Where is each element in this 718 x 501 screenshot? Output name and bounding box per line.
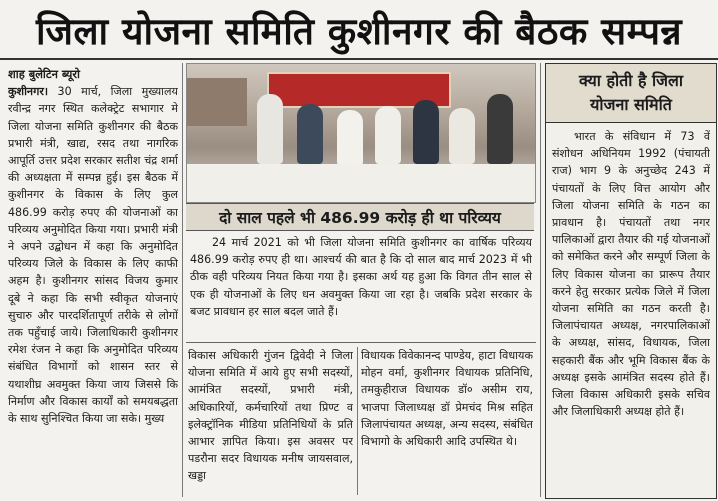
meeting-photo	[186, 63, 536, 203]
sidebar-title-line1: क्या होती है जिला	[578, 71, 684, 90]
middle-column-1: विकास अधिकारी गुंजन द्विवेदी ने जिला योजना समिति में आये हुए सभी सदस्यों, आमंत्रित सदस्यों, प्रभारी मंत्री, अधिकारियों, कर्मचारियों तथा प्रिण्ट व इलेक्ट्रॉनिक मीडिया प्रतिनिधियों के प्रति आभार ज्ञापित किया। इस अवसर पर पडरौना सदर विधायक मनीष जायसवाल, खड्डा	[188, 349, 353, 483]
left-column-article	[8, 66, 178, 496]
column-divider	[182, 63, 183, 497]
column-divider	[357, 347, 358, 495]
column-divider	[540, 63, 541, 497]
sidebar-title	[546, 64, 716, 123]
subheadline: दो साल पहले भी 486.99 करोड़ ही था परिव्यय	[186, 203, 534, 231]
photo-person	[487, 94, 513, 164]
middle-paragraph: 24 मार्च 2021 को भी जिला योजना समिति कुशीनगर का वार्षिक परिव्यय 486.99 करोड़ रुपए ही था। आश्चर्य की बात है कि दो साल बाद मार्च 2023 में भी ठीक वही परिव्यय नियत किया गया है। इसका अर्थ यह हुआ कि विगत तीन साल से एक ही योजनाओं के लिए धन अवमुक्त किया जा रहा है। जबकि प्रदेश सरकार के बजट प्रावधान हर साल बदल जाते हैं।	[190, 236, 532, 318]
sidebar-box	[545, 63, 717, 499]
photo-person	[297, 104, 323, 164]
byline: शाह बुलेटिन ब्यूरो	[8, 67, 80, 81]
sidebar-body: भारत के संविधान में 73 वें संशोधन अधिनियम 1992 (पंचायती राज) भाग 9 के अनुच्छेद 243 में पंचायतों के लिए वित्त आयोग और जिला योजना समिति के गठन का प्रावधान है। पंचायतों तथा नगर पालिकाओं द्वारा तैयार की गई योजनाओं को समेकित करने और सम्पूर्ण जिला के लिए विकास योजना का प्रारूप तैयार करने हेतु सरकार प्रत्येक जिले में जिला योजना समिति का गठन करती है। जिलापंचायत अध्यक्ष, नगरपालिकाओं के अध्यक्ष, सांसद, विधायक, जिला सहकारी बैंक और भूमि विकास बैंक के अध्यक्ष इसके आमंत्रित सदस्य होते हैं। जिला विकास अधिकारी इसके सचिव और जिलाधिकारी अध्यक्ष होते हैं।	[552, 130, 710, 419]
dateline: कुशीनगर।	[8, 85, 49, 99]
photo-person	[413, 100, 439, 164]
photo-person	[257, 94, 283, 164]
photo-wall-panel	[187, 78, 247, 126]
headline: जिला योजना समिति कुशीनगर की बैठक सम्पन्न	[0, 0, 718, 60]
left-column-body: 30 मार्च, जिला मुख्यालय रवीन्द्र नगर स्थित कलेक्ट्रेट सभागार मे जिला योजना समिति कुशीनगर की बैठक प्रभारी मंत्री, खाद्य, रसद तथा नागरिक आपूर्ति उत्तर प्रदेश सरकार सतीश चंद्र शर्मा की अध्यक्षता में सम्पन्न हुई। इस बैठक में कुशीनगर के विकास के लिए कुल 486.99 करोड़ रुपए की योजनाओं का परिव्यय अनुमोदित किया गया। प्रभारी मंत्री ने अपने उद्बोधन में कहा कि अनुमोदित परिव्यय जिले के विकास के लिए काफी अहम है। कुशीनगर सांसद विजय कुमार दूबे ने कहा कि सभी स्वीकृत योजनाएं सुचारु और पारदर्शितापूर्ण तरीके से लोगों तक पहुँचाई जाये। जिलाधिकारी कुशीनगर रमेश रंजन ने कहा कि अनुमोदित परिव्यय संबंधित विभागों को शासन स्तर से यथाशीघ्र अवमुक्त किया जाय जिससे कि निर्माण और विकास कार्यों को समयबद्धता के साथ सुनिश्चित किया जा सके। मुख्य	[8, 85, 178, 426]
sidebar-title-line2: योजना समिति	[590, 95, 672, 114]
photo-person	[449, 108, 475, 164]
photo-person	[375, 106, 401, 164]
photo-table	[187, 164, 535, 202]
section-divider	[186, 342, 536, 343]
middle-column-2: विधायक विवेकानन्द पाण्डेय, हाटा विधायक मोहन वर्मा, कुशीनगर विधायक प्रतिनिधि, तमकुहीराज विधायक डॉ० असीम राय, भाजपा जिलाध्यक्ष डॉ प्रेमचंद मिश्र सहित जिलापंचायत अध्यक्ष, अन्य सदस्य, संबंधित विभागो के अधिकारी आदि उपस्थित थे।	[361, 349, 533, 449]
photo-person	[337, 110, 363, 166]
